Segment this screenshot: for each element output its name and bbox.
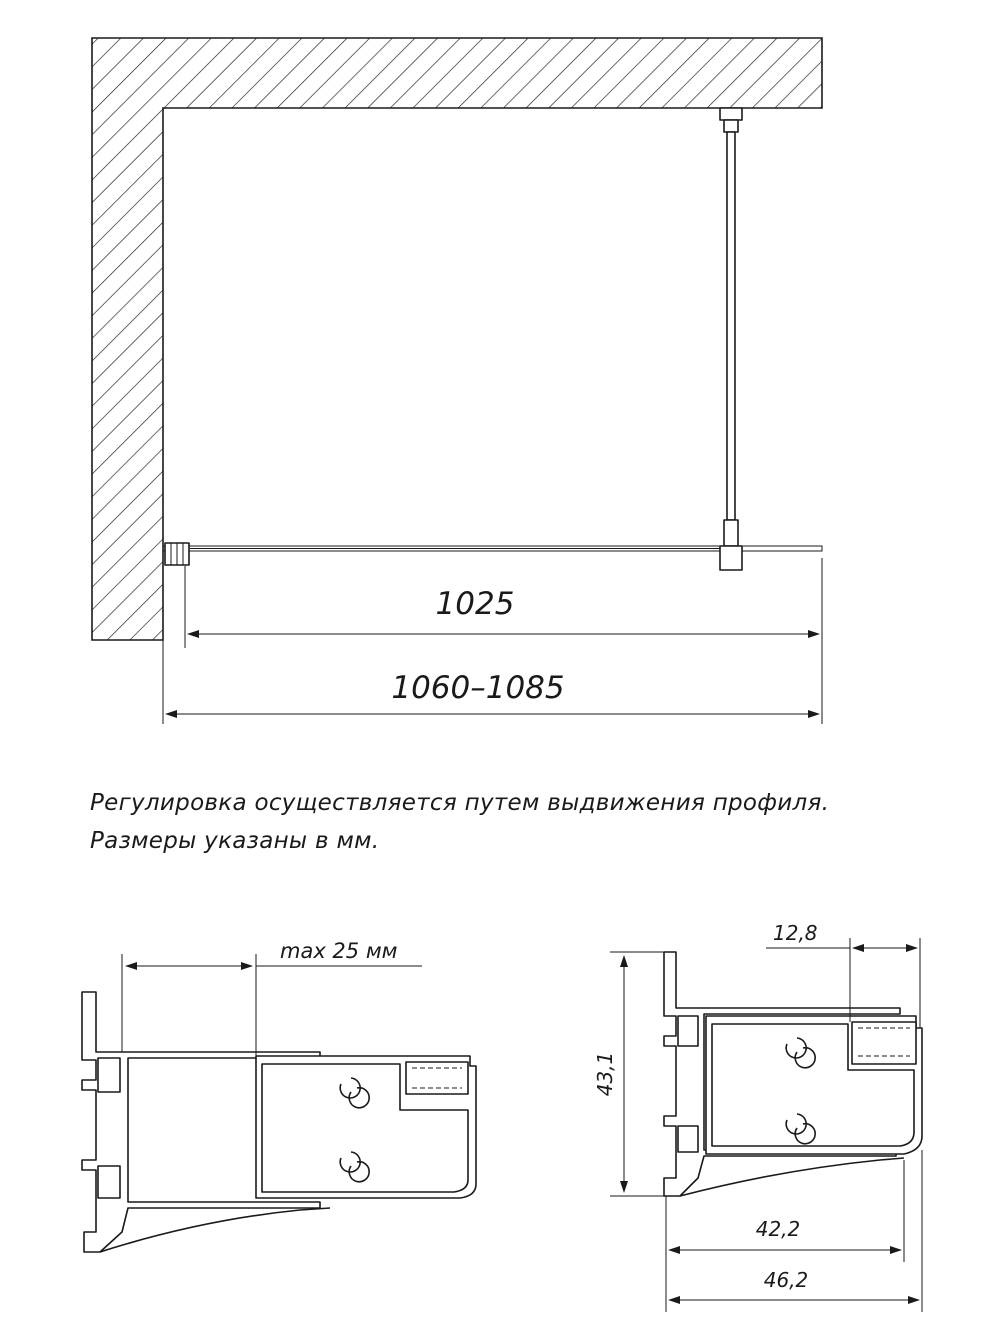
dim-total-label: 1060–1085: [391, 670, 565, 706]
support-rod: [720, 108, 742, 570]
profile-right: [593, 921, 922, 1312]
dim-adjust-label: max 25 мм: [280, 939, 398, 963]
note-adjustment: Регулировка осуществляется путем выдвижения профиля.: [90, 790, 830, 816]
dim-glass-label: 1025: [435, 586, 515, 622]
dim-height-label: 43,1: [593, 1051, 617, 1097]
top-view: [92, 38, 822, 724]
profile-left: [82, 939, 476, 1252]
dim-inner-label: 42,2: [755, 1217, 801, 1241]
dim-outer-label: 46,2: [763, 1268, 809, 1292]
wall-profile: [165, 543, 189, 565]
wall-hatched: [92, 38, 822, 640]
note-units: Размеры указаны в мм.: [90, 828, 380, 854]
dim-top-label: 12,8: [773, 921, 818, 945]
